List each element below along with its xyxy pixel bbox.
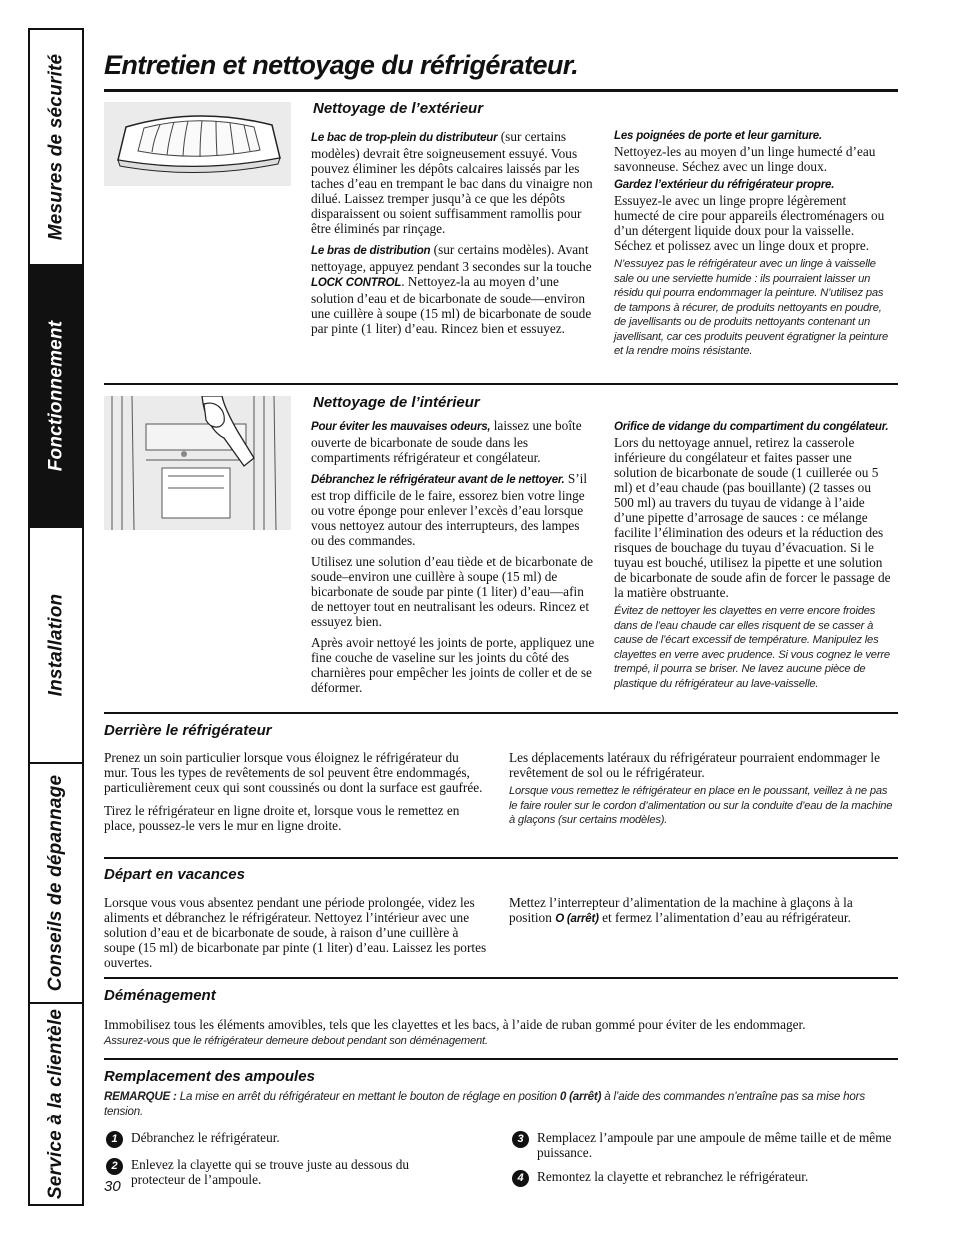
tab-operating[interactable] xyxy=(30,266,82,528)
tab-installation-label: Installation xyxy=(45,593,67,697)
keep-clean-lead: Gardez l’extérieur du réfrigérateur propre. xyxy=(614,179,835,191)
odor-paragraph xyxy=(311,418,595,465)
tab-troubleshooting[interactable] xyxy=(30,764,82,1004)
step-2-badge: 2 xyxy=(106,1158,123,1175)
behind-left-column xyxy=(104,750,484,839)
behind-paragraph-3: Les déplacements latéraux du réfrigérateur pourraient endommager le revêtement de sol ou le réfrigérateur. xyxy=(509,750,881,780)
remark-off-key: 0 (arrêt) xyxy=(559,1090,602,1103)
bulb-step-1 xyxy=(106,1130,486,1148)
odor-lead: Pour éviter les mauvaises odeurs, xyxy=(311,421,491,433)
remark-text-b: à l’aide des commandes n’entraîne pas sa mise hors tension. xyxy=(104,1090,865,1118)
interior-left-column xyxy=(311,418,595,701)
step-3-text: Remplacez l’ampoule par une ampoule de même taille et de même puissance. xyxy=(537,1130,892,1160)
keep-clean-paragraph xyxy=(614,178,894,253)
interior-cleaning-icon xyxy=(104,396,291,530)
handles-lead: Les poignées de porte et leur garniture. xyxy=(614,130,822,142)
drip-tray-icon xyxy=(104,102,291,186)
vacation-text-b: et fermez l’alimentation d’eau au réfrigérateur. xyxy=(598,910,851,925)
step-4-text: Remontez la clayette et rebranchez le réfrigérateur. xyxy=(537,1169,809,1184)
vacation-right-column xyxy=(509,895,894,933)
side-tab-bar xyxy=(28,28,84,1206)
step-1-badge: 1 xyxy=(106,1131,123,1148)
interior-right-column xyxy=(614,418,894,697)
vacation-heading: Départ en vacances xyxy=(104,866,245,883)
handles-paragraph xyxy=(614,129,894,174)
tab-troubleshooting-label: Conseils de dépannage xyxy=(45,774,67,992)
bulb-step-4 xyxy=(512,1169,894,1187)
tab-customer-service[interactable] xyxy=(30,1004,82,1204)
tab-safety-label: Mesures de sécurité xyxy=(45,53,66,241)
dispenser-arm-text-2: . Nettoyez-la au moyen d’une solution d’eau et de bicarbonate de soude—environ une cuillère à soupe (15 ml) de bicarbonate de soude par pinte (1 liter) d’eau. Rincez bien et essuyez. xyxy=(311,274,592,336)
handles-text: Nettoyez-les au moyen d’un linge humecté d’eau savonneuse. Séchez avec un linge doux. xyxy=(614,144,876,174)
lock-control-key: LOCK CONTROL xyxy=(311,277,402,289)
moving-note: Assurez-vous que le réfrigérateur demeure debout pendant son déménagement. xyxy=(104,1035,488,1047)
step-2-text: Enlevez la clayette qui se trouve juste au dessous du protecteur de l’ampoule. xyxy=(131,1157,410,1187)
moving-rule xyxy=(104,1058,898,1060)
behind-paragraph-1: Prenez un soin particulier lorsque vous éloignez le réfrigérateur du mur. Tous les types de revêtements de sol peuvent être endommagés, particulièrement ceux qui sont coussinés ou dont la surface est gaufrée. xyxy=(104,750,483,795)
vacation-rule xyxy=(104,977,898,979)
keep-clean-text: Essuyez-le avec un linge propre légèrement humecté de cire pour appareils électroménagers ou d’un détergent liquide doux pour la vaisselle. Séchez et polissez avec un linge doux et propre. xyxy=(614,193,885,253)
exterior-left-column xyxy=(311,129,595,342)
tab-safety[interactable] xyxy=(30,30,82,266)
step-1-text: Débranchez le réfrigérateur. xyxy=(131,1130,280,1145)
drain-lead: Orifice de vidange du compartiment du congélateur. xyxy=(614,421,889,433)
drip-tray-lead: Le bac de trop-plein du distributeur xyxy=(311,132,498,144)
moving-heading: Déménagement xyxy=(104,987,216,1004)
unplug-paragraph xyxy=(311,471,595,548)
drain-paragraph xyxy=(614,418,894,600)
page-title: Entretien et nettoyage du réfrigérateur. xyxy=(104,50,579,80)
exterior-heading: Nettoyage de l’extérieur xyxy=(313,100,484,117)
bulbs-heading: Remplacement des ampoules xyxy=(104,1068,315,1085)
odor-text: laissez une boîte ouverte de bicarbonate de soude dans les compartiments réfrigérateur et congélateur. xyxy=(311,418,582,465)
bulbs-remark xyxy=(104,1090,896,1119)
page-number: 30 xyxy=(104,1178,121,1195)
exterior-rule xyxy=(104,383,898,385)
solution-paragraph: Utilisez une solution d’eau tiède et de bicarbonate de soude–environ une cuillère à soupe (15 ml) de bicarbonate de soude par pinte (1 liter) d’eau—afin de nettoyer tout en neutralisant les odeurs. Rincez et essuyez bien. xyxy=(311,554,594,629)
behind-heading: Derrière le réfrigérateur xyxy=(104,722,272,739)
title-rule xyxy=(104,89,898,92)
vacation-left-column xyxy=(104,895,489,976)
drip-tray-illustration xyxy=(104,102,291,186)
tab-operating-label: Fonctionnement xyxy=(45,320,67,472)
gasket-paragraph: Après avoir nettoyé les joints de porte, appliquez une fine couche de vaseline sur les joints du côté des charnières pour empêcher les joints de coller et de se déformer. xyxy=(311,635,595,695)
dispenser-arm-lead: Le bras de distribution xyxy=(311,245,431,257)
bulb-step-2 xyxy=(106,1157,436,1187)
off-position-key: O (arrêt) xyxy=(555,913,599,925)
step-3-badge: 3 xyxy=(512,1131,529,1148)
remark-lead: REMARQUE : xyxy=(104,1090,177,1103)
vacation-text-a: Mettez l’interrepteur d’alimentation de la machine à glaçons à la position xyxy=(509,895,853,925)
dispenser-arm-paragraph xyxy=(311,242,595,336)
moving-paragraph: Immobilisez tous les éléments amovibles, tels que les clayettes et les bacs, à l’aide de ruban gommé pour éviter de les endommager. xyxy=(104,1017,806,1032)
drip-tray-text: (sur certains modèles) devrait être soigneusement essuyé. Vous pouvez éliminer les dépôts calcaires laissés par les taches d’eau en trempant le bac dans du vinaigre non dilué. Laissez tremper jusqu’à ce que les dépôts disparaissent ou soient suffisamment ramollis pour être éliminés par rinçage. xyxy=(311,129,593,236)
exterior-note: N’essuyez pas le réfrigérateur avec un linge à vaisselle sale ou une serviette humide : ils pourraient laisser un résidu qui pourra endommager la peinture. N’utilisez pas de tampons à récurer, de produits nettoyants en poudre, de javellisants ou de produits nettoyants contenant un javellisant, car ces produits peuvent égratigner la peinture et la rendre moins résistante. xyxy=(614,258,889,357)
dispenser-arm-text-1: (sur certains modèles). Avant nettoyage, appuyez pendant 3 secondes sur la touche xyxy=(311,242,592,274)
vacation-paragraph-2 xyxy=(509,895,894,927)
interior-illustration xyxy=(104,396,291,530)
remark-text-a: La mise en arrêt du réfrigérateur en mettant le bouton de réglage en position xyxy=(176,1090,560,1103)
interior-rule xyxy=(104,712,898,714)
interior-note: Évitez de nettoyer les clayettes en verre encore froides dans de l’eau chaude car elles risquent de se casser à cause de l’écart excessif de température. Manipulez les clayettes en verre avec prudence. Si vous cognez le verre trempé, il pourra se briser. Ne lavez aucune pièce de plastique du réfrigérateur au lave-vaisselle. xyxy=(614,605,890,690)
bulb-step-3 xyxy=(512,1130,894,1160)
behind-right-column xyxy=(509,750,894,834)
unplug-lead: Débranchez le réfrigérateur avant de le nettoyer. xyxy=(311,474,565,486)
drain-text: Lors du nettoyage annuel, retirez la casserole inférieure du congélateur et faites passer une solution de bicarbonate de soude (1 cuillerée ou 5 ml) et d’eau chaude (pas bouillante) (2 tasses ou 500 ml) au travers du tuyau de vidange à l’aide d’une pipette d’arrosage de sauces : ce mélange facilite l’élimination des odeurs et la réduction des risques de bouchage du tuyau d’évacuation. Si le tuyau est bouché, utilisez la pipette et une solution de bicarbonate de soude afin de forcer le passage de la matière obstruante. xyxy=(614,435,891,600)
drip-tray-paragraph xyxy=(311,129,595,236)
exterior-right-column xyxy=(614,129,894,365)
tab-installation[interactable] xyxy=(30,528,82,764)
behind-paragraph-2: Tirez le réfrigérateur en ligne droite et, lorsque vous le remettez en place, poussez-le vers le mur en ligne droite. xyxy=(104,803,460,833)
behind-rule xyxy=(104,857,898,859)
step-4-badge: 4 xyxy=(512,1170,529,1187)
behind-note: Lorsque vous remettez le réfrigérateur en place en le poussant, veillez à ne pas le faire rouler sur le cordon d’alimentation ou sur la conduite d’eau de la machine à glaçons (sur certains modèles). xyxy=(509,785,893,826)
tab-customer-service-label: Service à la clientèle xyxy=(45,1008,66,1200)
unplug-text: S’il est trop difficile de le faire, essorez bien votre linge ou votre éponge pour enlever l’excès d’eau lorsque vous nettoyez autour des interrupteurs, des lampes ou des commandes. xyxy=(311,471,588,548)
vacation-paragraph-1: Lorsque vous vous absentez pendant une période prolongée, videz les aliments et débranchez le réfrigérateur. Nettoyez l’intérieur avec une solution d’eau et de bicarbonate de soude, à raison d’une cuillère à soupe (15 ml) de bicarbonate par pinte (1 liter) d’eau. Laissez les portes ouvertes. xyxy=(104,895,487,970)
moving-column xyxy=(104,1017,894,1055)
interior-heading: Nettoyage de l’intérieur xyxy=(313,394,480,411)
